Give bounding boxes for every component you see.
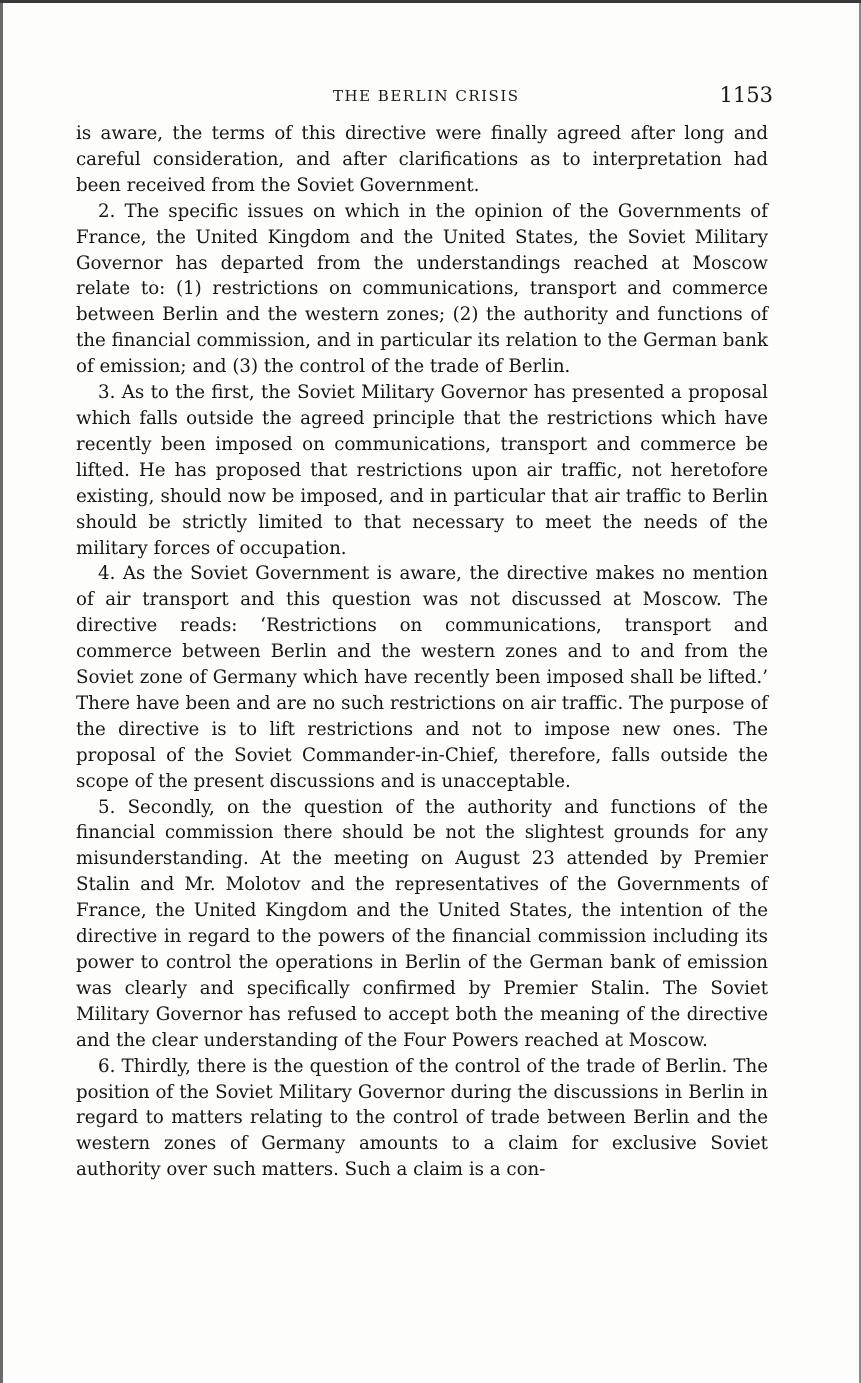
paragraph-2: 2. The specific issues on which in the opinion of the Governments of France, the United Kingdom and the United States, the Soviet Military Governor has departed from the understandings reached at Moscow relate to: (1) restrictions on communications, transport and commerce between Berlin and the western zones; (2) the authority and functions of the financial commission, and in particular its relation to the German bank of emission; and (3) the control of the trade of Berlin. <box>76 200 768 378</box>
page-left-edge <box>0 3 3 1383</box>
body-text <box>76 121 768 1183</box>
paragraph-continuation: is aware, the terms of this directive were finally agreed after long and careful consideration, and after clarifications as to interpretation had been received from the Soviet Government. <box>76 123 768 196</box>
paragraph-4: 4. As the Soviet Government is aware, the directive makes no mention of air transport and this question was not discussed at Moscow. The directive reads: ‘Restrictions on communications, transport and commerce between Berlin and the western zones and to and from the Soviet zone of Germany which have recently been imposed shall be lifted.’ There have been and are no such restrictions on air traffic. The purpose of the directive is to lift restrictions and not to impose new ones. The proposal of the Soviet Commander-in-Chief, therefore, falls outside the scope of the present discussions and is unacceptable. <box>76 563 768 792</box>
paragraph-3: 3. As to the first, the Soviet Military Governor has presented a proposal which falls outside the agreed principle that the restrictions which have recently been imposed on communications, transport and commerce be lifted. He has proposed that restrictions upon air traffic, not heretofore existing, should now be imposed, and in particular that air traffic to Berlin should be strictly limited to that necessary to meet the needs of the military forces of occupation. <box>76 382 768 559</box>
page-number: 1153 <box>719 83 773 107</box>
running-title: THE BERLIN CRISIS <box>333 87 520 105</box>
paragraph-5: 5. Secondly, on the question of the authority and functions of the financial commission there should be not the slightest grounds for any misunderstanding. At the meeting on August 23 attended by Premier Stalin and Mr. Molotov and the representatives of the Governments of France, the United Kingdom and the United States, the intention of the directive in regard to the powers of the financial commission including its power to control the operations in Berlin of the German bank of emission was clearly and specifically confirmed by Premier Stalin. The Soviet Military Governor has refused to accept both the meaning of the directive and the clear understanding of the Four Powers reached at Moscow. <box>76 796 768 1051</box>
paragraph-6: 6. Thirdly, there is the question of the control of the trade of Berlin. The position of the Soviet Military Governor during the discussions in Berlin in regard to matters relating to the control of trade between Berlin and the western zones of Germany amounts to a claim for exclusive Soviet authority over such matters. Such a claim is a con- <box>76 1055 768 1181</box>
running-header <box>88 83 773 113</box>
